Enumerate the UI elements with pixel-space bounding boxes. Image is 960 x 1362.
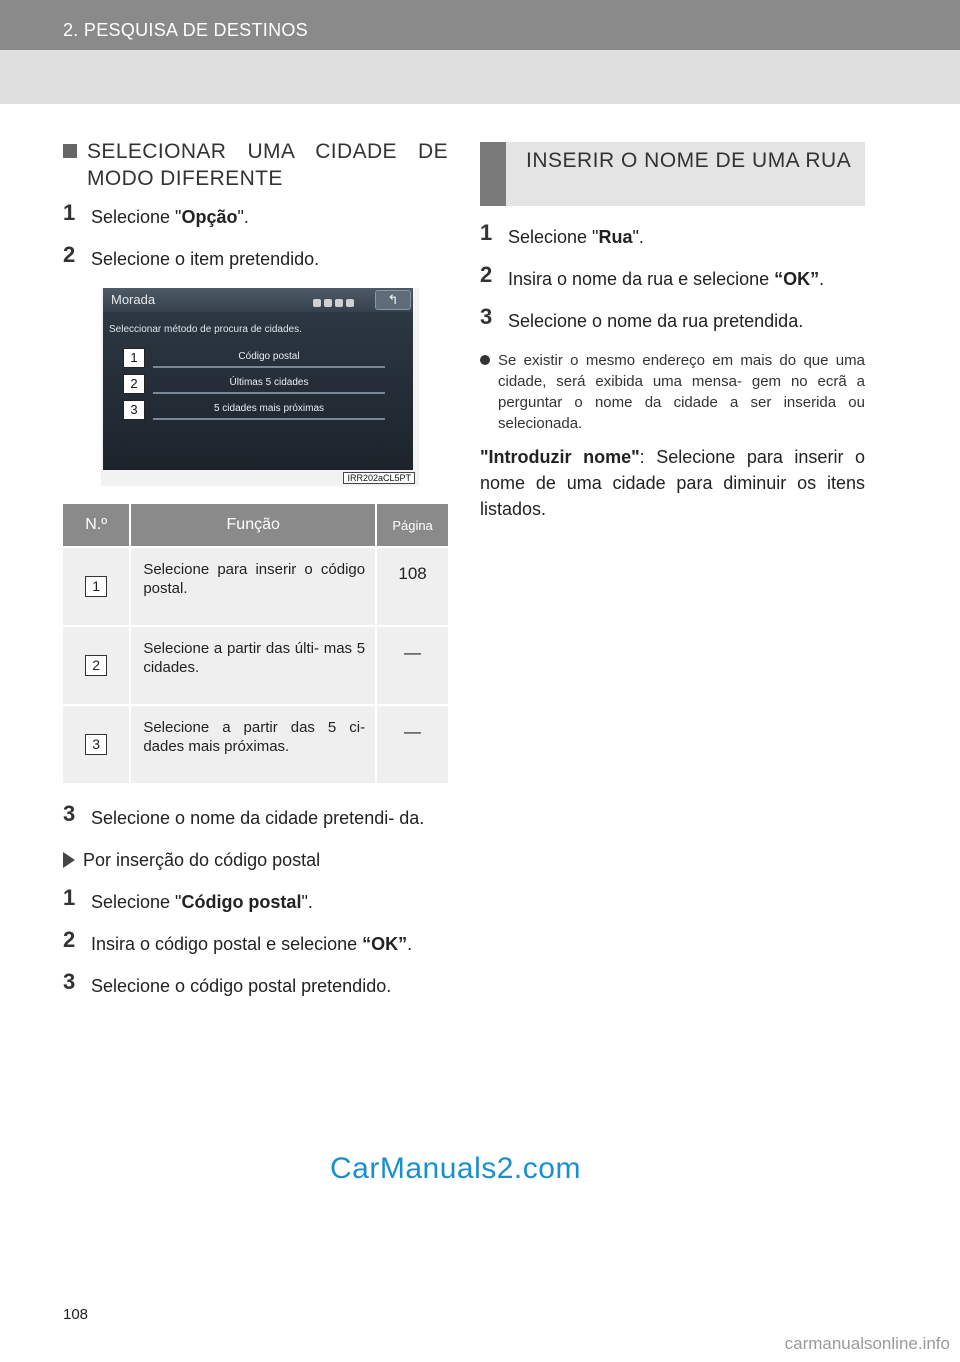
- step-number: 1: [63, 200, 76, 225]
- table-row: [63, 705, 448, 783]
- screen-prompt: Seleccionar método de procura de cidades.: [109, 324, 302, 335]
- signal-icon: [335, 299, 343, 307]
- step-1: [63, 885, 448, 915]
- column-header-number: N.º: [63, 504, 130, 547]
- section-title: 2. PESQUISA DE DESTINOS: [63, 20, 308, 40]
- callout-badge-3: 3: [123, 400, 145, 420]
- bullet-text: Se existir o mesmo endereço em mais do que uma cidade, será exibida uma mensa- gem no ecrã a perguntar o nome da cidade a ser inserida ou selecionada.: [498, 352, 865, 432]
- table-row: [63, 626, 448, 705]
- step-number: 1: [480, 220, 493, 245]
- page-header: [0, 0, 960, 104]
- step-3: [480, 304, 865, 334]
- callout-badge-2: 2: [123, 374, 145, 394]
- step-2: [480, 262, 865, 292]
- step-number: 1: [63, 885, 76, 910]
- subheading-text: SELECIONAR UMA CIDADE DE MODO DIFERENTE: [87, 140, 448, 190]
- step-number: 2: [63, 927, 76, 952]
- row-page: 108: [376, 547, 448, 626]
- callout-badge-1: 1: [123, 348, 145, 368]
- row-function: Selecione a partir das 5 ci- dades mais próximas.: [130, 705, 376, 783]
- step-number: 3: [480, 304, 493, 329]
- footer-watermark: carmanualsonline.info: [784, 1334, 950, 1353]
- table-row: [63, 547, 448, 626]
- step-number: 3: [63, 801, 76, 826]
- step-text: Selecione o item pretendido.: [91, 249, 320, 269]
- screenshot-figure: [101, 288, 419, 486]
- step-2: [63, 242, 448, 272]
- note-term: "Introduzir nome": [480, 447, 640, 467]
- watermark: CarManuals2.com: [330, 1152, 581, 1185]
- row-number-badge: 1: [85, 576, 107, 597]
- row-page: —: [376, 705, 448, 783]
- square-bullet-icon: [63, 144, 77, 158]
- step-number: 2: [63, 242, 76, 267]
- battery-icon: [346, 299, 354, 307]
- step-text: Selecione "Código postal".: [91, 892, 313, 912]
- option-last-5-cities[interactable]: Últimas 5 cidades: [153, 374, 385, 394]
- step-text: Insira o nome da rua e selecione “OK”.: [508, 269, 825, 289]
- column-header-page: Página: [376, 504, 448, 547]
- bluetooth-icon: [324, 299, 332, 307]
- option-5-nearest-cities[interactable]: 5 cidades mais próximas: [153, 400, 385, 420]
- page-number: 108: [63, 1306, 89, 1323]
- left-column: [63, 138, 448, 1015]
- status-icons: [313, 294, 363, 306]
- row-number-badge: 3: [85, 734, 107, 755]
- subheading: [63, 138, 448, 192]
- back-button[interactable]: ↰: [375, 290, 411, 310]
- note-paragraph: [480, 444, 865, 522]
- row-page: —: [376, 626, 448, 705]
- subsection-text: Por inserção do código postal: [83, 850, 321, 870]
- step-number: 3: [63, 969, 76, 994]
- screen-title-bar: [103, 288, 413, 312]
- step-2: [63, 927, 448, 957]
- step-text: Selecione "Rua".: [508, 227, 644, 247]
- step-text: Selecione o código postal pretendido.: [91, 976, 392, 996]
- row-function: Selecione a partir das últi- mas 5 cidades.: [130, 626, 376, 705]
- step-1: [63, 200, 448, 230]
- heading-bar: [480, 142, 506, 206]
- function-table: [63, 504, 448, 783]
- column-header-function: Função: [130, 504, 376, 547]
- bullet-note: [480, 350, 865, 434]
- step-text: Insira o código postal e selecione “OK”.: [91, 934, 413, 954]
- table-header-row: [63, 504, 448, 547]
- triangle-arrow-icon: [63, 852, 75, 868]
- screen-title: Morada: [111, 292, 156, 307]
- section-heading: [480, 142, 865, 206]
- navigation-screen: [103, 288, 413, 470]
- step-3: [63, 969, 448, 999]
- note-text: : Selecione para inserir o nome de uma cidade para diminuir os itens listados.: [480, 447, 866, 519]
- row-number-badge: 2: [85, 655, 107, 676]
- step-number: 2: [480, 262, 493, 287]
- step-text: Selecione o nome da cidade pretendi- da.: [91, 808, 425, 828]
- step-1: [480, 220, 865, 250]
- option-postal-code[interactable]: Código postal: [153, 348, 385, 368]
- step-text: Selecione o nome da rua pretendida.: [508, 311, 804, 331]
- subsection-label: [63, 847, 448, 873]
- heading-text: INSERIR O NOME DE UMA RUA: [526, 149, 852, 172]
- step-3: [63, 801, 448, 831]
- step-text: Selecione "Opção".: [91, 207, 249, 227]
- right-column: [480, 142, 865, 522]
- wifi-icon: [313, 299, 321, 307]
- bullet-dot-icon: [480, 355, 490, 365]
- row-function: Selecione para inserir o código postal.: [130, 547, 376, 626]
- image-code: IRR202aCL5PT: [343, 472, 415, 484]
